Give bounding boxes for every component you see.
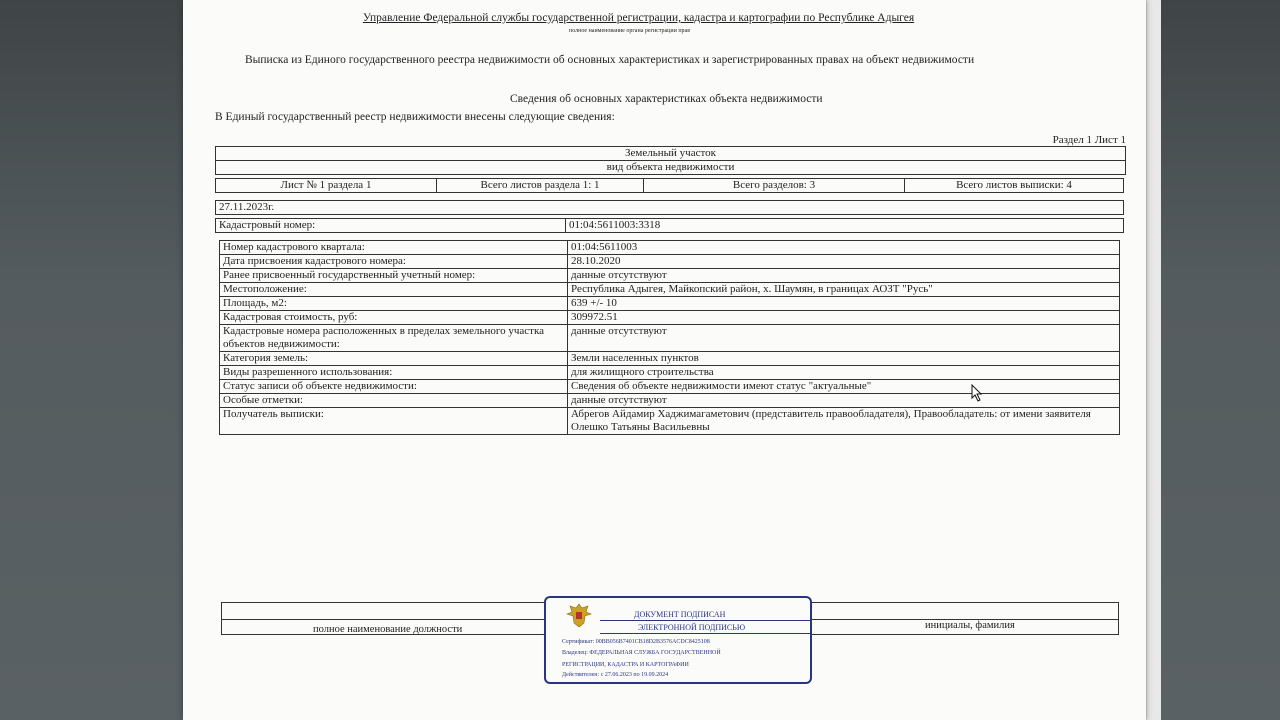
table-row bbox=[220, 325, 1120, 352]
row-label: Номер кадастрового квартала: bbox=[220, 241, 568, 255]
document-title: Выписка из Единого государственного реестра недвижимости об основных характеристиках и зарегистрированных правах на объект недвижимости bbox=[245, 54, 975, 66]
total-sheets-section: Всего листов раздела 1: 1 bbox=[437, 179, 644, 193]
cadastral-table bbox=[215, 218, 1124, 233]
name-caption: инициалы, фамилия bbox=[925, 620, 1015, 631]
row-value: для жилищного строительства bbox=[568, 366, 1120, 380]
row-value: Сведения об объекте недвижимости имеют статус "актуальные" bbox=[568, 380, 1120, 394]
agency-name: Управление Федеральной службы государственной регистрации, кадастра и картографии по Республике Адыгея bbox=[362, 12, 915, 24]
section-intro: В Единый государственный реестр недвижимости внесены следующие сведения: bbox=[215, 111, 615, 123]
object-type: Земельный участок bbox=[216, 147, 1126, 161]
row-label: Местоположение: bbox=[220, 283, 568, 297]
row-value: 01:04:5611003 bbox=[568, 241, 1120, 255]
row-value: 28.10.2020 bbox=[568, 255, 1120, 269]
stamp-owner: Владелец: ФЕДЕРАЛЬНАЯ СЛУЖБА ГОСУДАРСТВЕННОЙ bbox=[562, 650, 721, 656]
stamp-subtitle: ЭЛЕКТРОННОЙ ПОДПИСЬЮ bbox=[638, 623, 746, 632]
table-row bbox=[220, 241, 1120, 255]
stamp-certificate: Сертификат: 00BB056B7401CB18D2B3576ACDC8425108 bbox=[562, 639, 710, 645]
stamp-owner-cont: РЕГИСТРАЦИИ, КАДАСТРА И КАРТОГРАФИИ bbox=[562, 662, 689, 668]
row-label: Статус записи об объекте недвижимости: bbox=[220, 380, 568, 394]
table-row bbox=[220, 311, 1120, 325]
stamp-rule bbox=[600, 633, 810, 634]
row-label: Дата присвоения кадастрового номера: bbox=[220, 255, 568, 269]
sheet-number: Лист № 1 раздела 1 bbox=[216, 179, 437, 193]
row-label: Площадь, м2: bbox=[220, 297, 568, 311]
vertical-scrollbar[interactable] bbox=[1146, 0, 1161, 720]
object-type-table bbox=[215, 146, 1126, 175]
table-row bbox=[220, 255, 1120, 269]
table-row bbox=[220, 380, 1120, 394]
electronic-signature-stamp bbox=[544, 596, 812, 684]
table-row bbox=[220, 366, 1120, 380]
table-row bbox=[220, 394, 1120, 408]
row-value: 639 +/- 10 bbox=[568, 297, 1120, 311]
table-row bbox=[220, 297, 1120, 311]
cadastral-value: 01:04:5611003:3318 bbox=[566, 219, 1124, 233]
row-value: Земли населенных пунктов bbox=[568, 352, 1120, 366]
row-label: Кадастровая стоимость, руб: bbox=[220, 311, 568, 325]
row-value: Республика Адыгея, Майкопский район, х. Шаумян, в границах АОЗТ "Русь" bbox=[568, 283, 1120, 297]
row-label: Кадастровые номера расположенных в пределах земельного участка объектов недвижимости: bbox=[220, 325, 568, 352]
extract-date: 27.11.2023г. bbox=[216, 201, 1124, 215]
row-value: данные отсутствуют bbox=[568, 394, 1120, 408]
eagle-emblem-icon bbox=[564, 601, 594, 629]
cadastral-label: Кадастровый номер: bbox=[216, 219, 566, 233]
stamp-rule bbox=[600, 620, 810, 621]
total-sheets-extract: Всего листов выписки: 4 bbox=[905, 179, 1124, 193]
row-value: данные отсутствуют bbox=[568, 269, 1120, 283]
stamp-validity: Действителен: с 27.06.2023 по 19.09.2024 bbox=[562, 672, 669, 678]
row-value: данные отсутствуют bbox=[568, 325, 1120, 352]
row-label: Особые отметки: bbox=[220, 394, 568, 408]
agency-note: полное наименование органа регистрации прав bbox=[569, 28, 691, 34]
sheets-table bbox=[215, 178, 1124, 193]
row-value: 309972.51 bbox=[568, 311, 1120, 325]
document-page bbox=[183, 0, 1146, 720]
table-row bbox=[220, 283, 1120, 297]
characteristics-table bbox=[219, 240, 1120, 435]
row-label: Ранее присвоенный государственный учетный номер: bbox=[220, 269, 568, 283]
object-type-caption: вид объекта недвижимости bbox=[216, 161, 1126, 175]
date-table bbox=[215, 200, 1124, 215]
table-row bbox=[220, 408, 1120, 435]
razdel-label: Раздел 1 Лист 1 bbox=[1052, 134, 1126, 146]
row-label: Виды разрешенного использования: bbox=[220, 366, 568, 380]
row-label: Категория земель: bbox=[220, 352, 568, 366]
row-value: Абрегов Айдамир Хаджимагаметович (представитель правообладателя), Правообладатель: от имени заявителя Олешко Татьяны Васильевны bbox=[568, 408, 1120, 435]
total-sections: Всего разделов: 3 bbox=[644, 179, 905, 193]
stamp-title: ДОКУМЕНТ ПОДПИСАН bbox=[634, 610, 726, 619]
table-row bbox=[220, 269, 1120, 283]
position-caption: полное наименование должности bbox=[313, 624, 463, 635]
section-title: Сведения об основных характеристиках объекта недвижимости bbox=[510, 93, 823, 105]
row-label: Получатель выписки: bbox=[220, 408, 568, 435]
table-row bbox=[220, 352, 1120, 366]
mouse-cursor-icon bbox=[971, 384, 983, 402]
